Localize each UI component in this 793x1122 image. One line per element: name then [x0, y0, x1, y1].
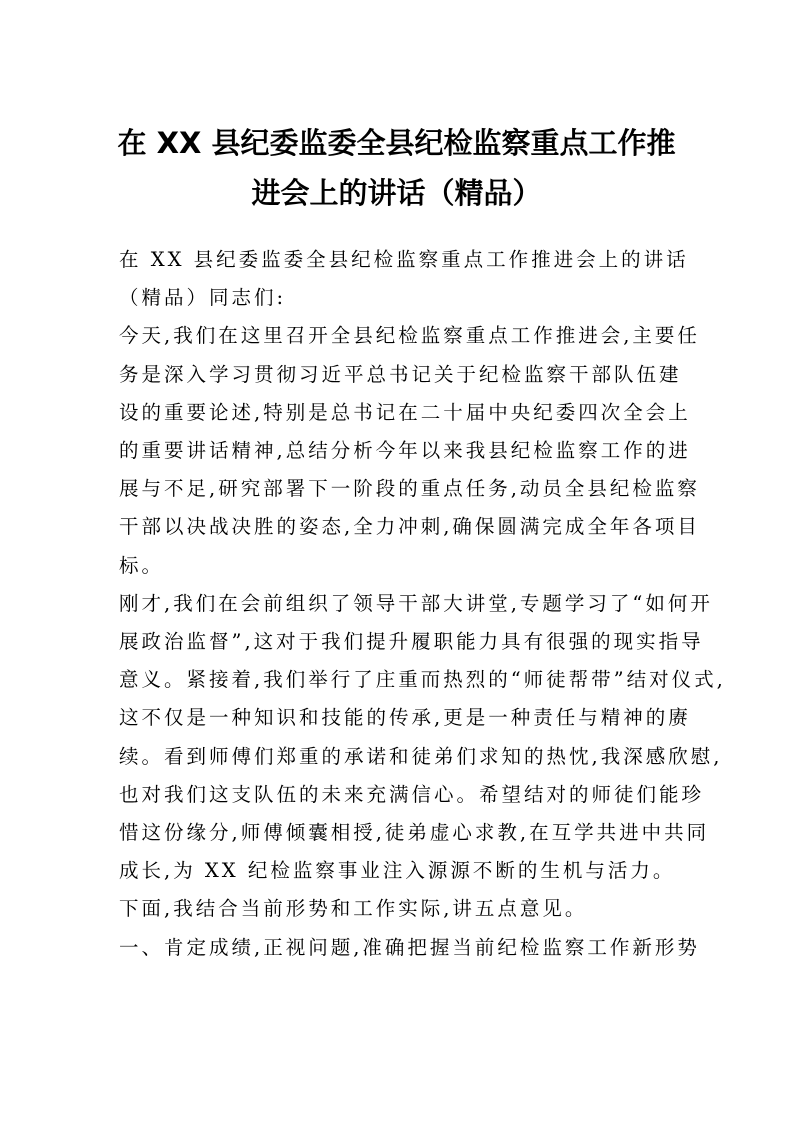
body-line: 在 XX 县纪委监委全县纪检监察重点工作推进会上的讲话 — [119, 248, 689, 271]
body-line: （精品）同志们: — [119, 286, 287, 310]
body-line: 干部以决战决胜的姿态,全力冲刺,确保圆满完成全年各项目 — [119, 515, 700, 539]
body-line: 的重要讲话精神,总结分析今年以来我县纪检监察工作的进 — [119, 439, 691, 463]
body-line: 标。 — [119, 553, 165, 577]
document-title — [110, 118, 683, 218]
body-line: 惜这份缘分,师傅倾囊相授,徒弟虚心求教,在互学共进中共同 — [119, 821, 710, 845]
body-line: 刚才,我们在会前组织了领导干部大讲堂,专题学习了“如何开 — [119, 591, 713, 615]
title-line: 在 XX 县纪委监委全县纪检监察重点工作推 — [117, 126, 676, 160]
body-line: 展与不足,研究部署下一阶段的重点任务,动员全县纪检监察 — [119, 477, 700, 501]
document-body — [119, 241, 726, 967]
body-line: 成长,为 XX 纪检监察事业注入源源不断的生机与活力。 — [119, 859, 676, 883]
body-line: 意义。紧接着,我们举行了庄重而热烈的“师徒帮带”结对仪式, — [119, 668, 726, 692]
body-line: 也对我们这支队伍的未来充满信心。希望结对的师徒们能珍 — [119, 782, 705, 806]
body-line: 务是深入学习贯彻习近平总书记关于纪检监察干部队伍建 — [119, 362, 682, 386]
body-line: 设的重要论述,特别是总书记在二十届中央纪委四次全会上 — [119, 400, 691, 424]
body-line: 这不仅是一种知识和技能的传承,更是一种责任与精神的赓 — [119, 706, 691, 730]
body-line: 下面,我结合当前形势和工作实际,讲五点意见。 — [119, 897, 588, 921]
body-line: 展政治监督”,这对于我们提升履职能力具有很强的现实指导 — [119, 630, 704, 654]
body-line: 今天,我们在这里召开全县纪检监察重点工作推进会,主要任 — [119, 324, 700, 348]
body-line: 一、肯定成绩,正视问题,准确把握当前纪检监察工作新形势 — [119, 935, 700, 959]
body-line: 续。看到师傅们郑重的承诺和徒弟们求知的热忱,我深感欣慰, — [119, 744, 723, 768]
title-line: 进会上的讲话（精品） — [251, 176, 542, 210]
